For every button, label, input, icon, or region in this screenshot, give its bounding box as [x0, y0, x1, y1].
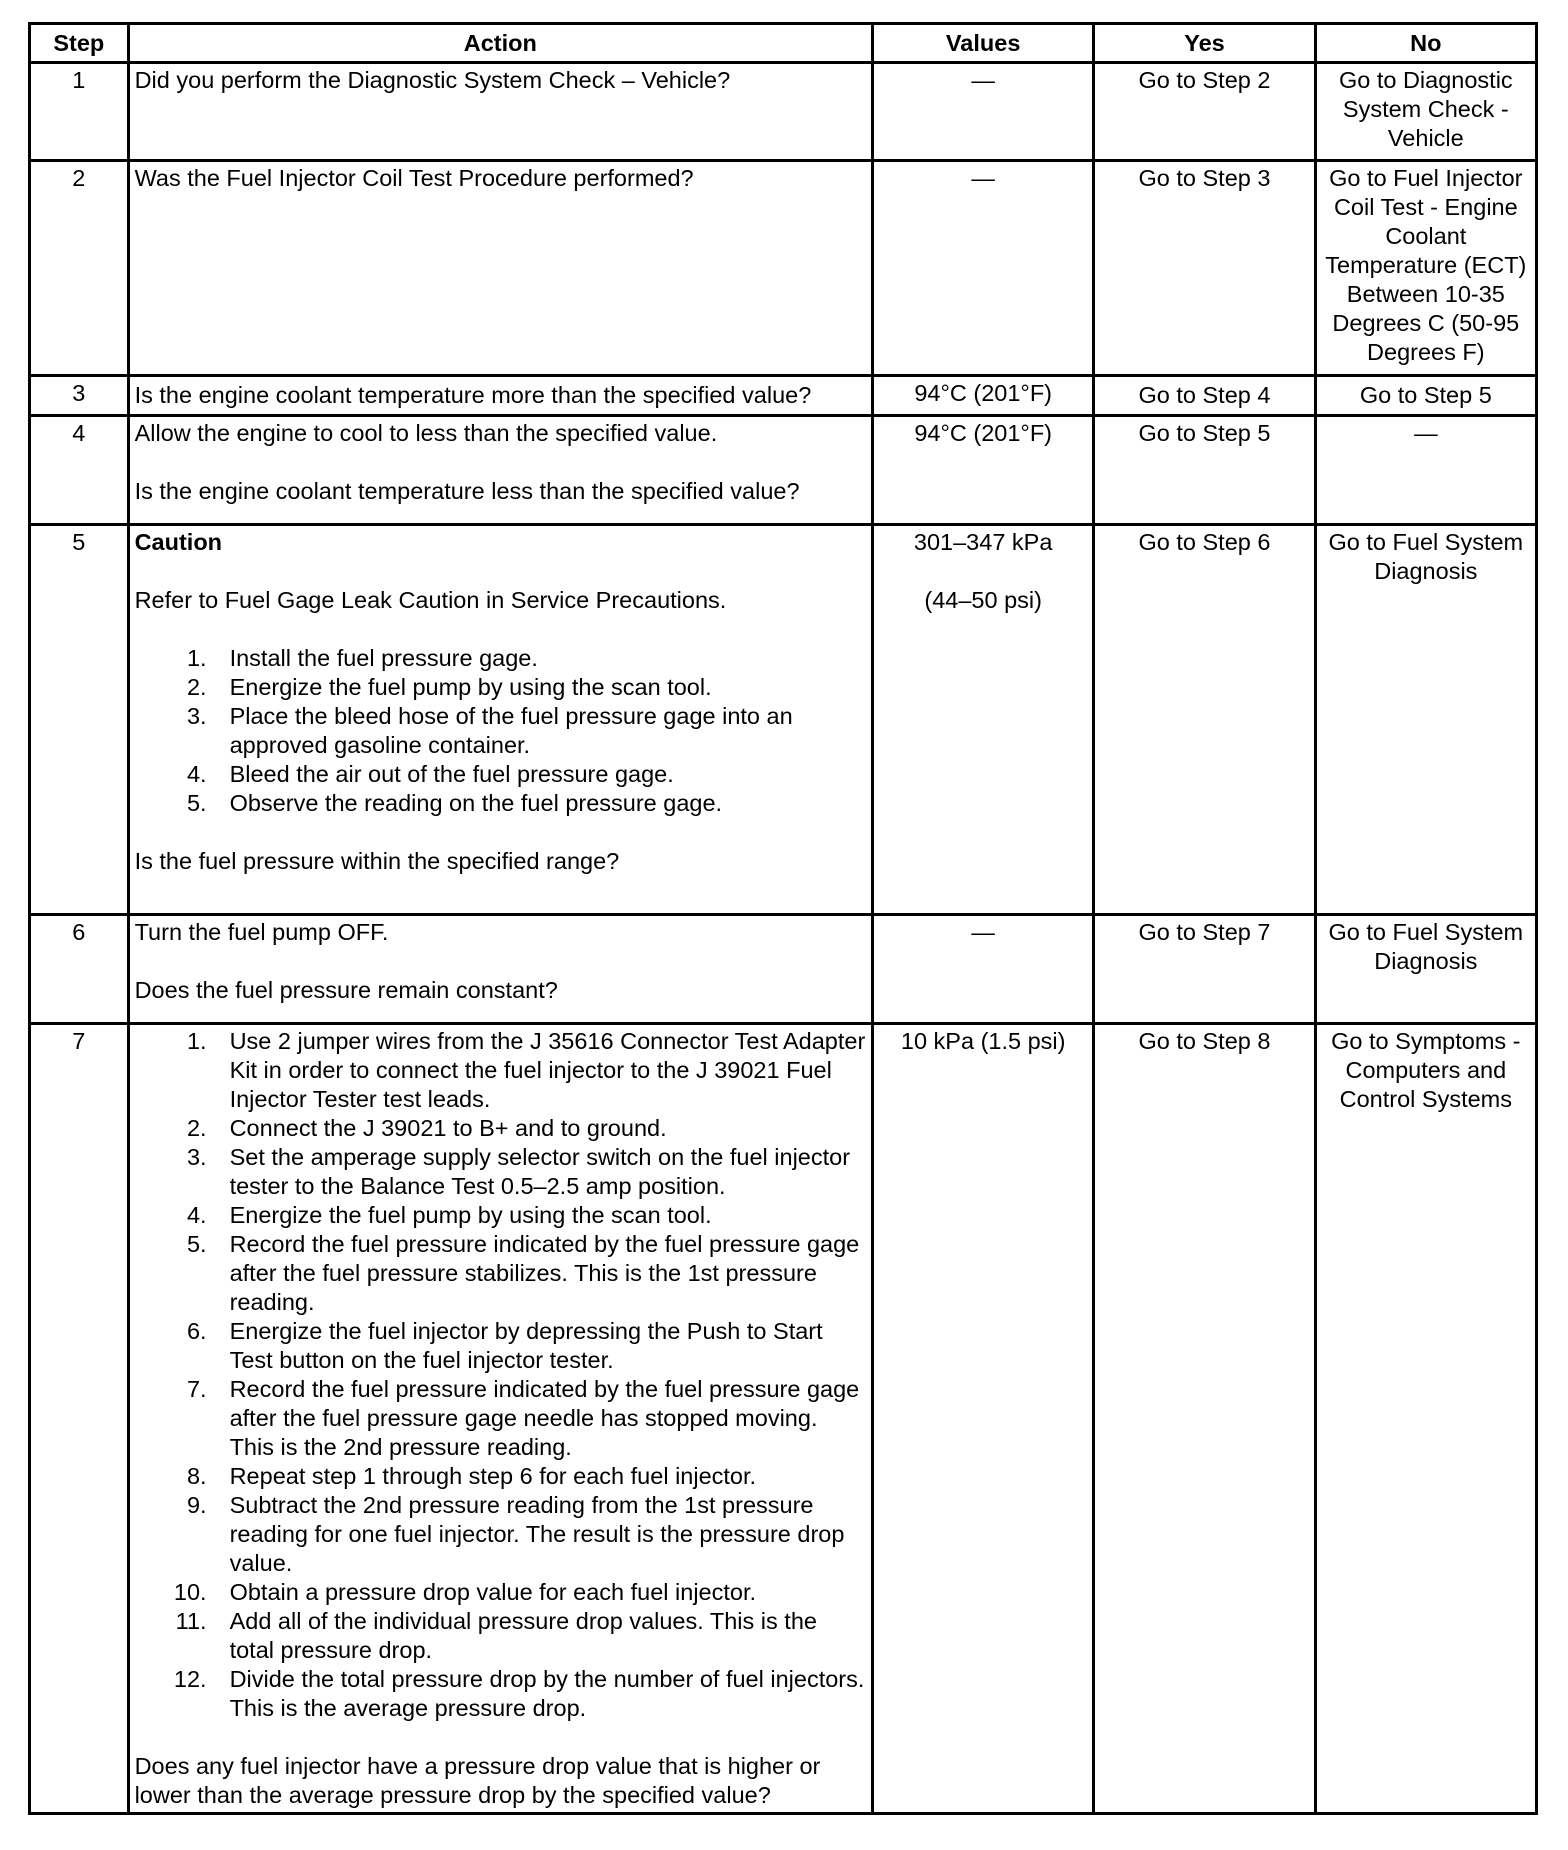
list-item: 3. Set the amperage supply selector switch on the fuel injector tester to the Balance Test 0.5–2.5 amp position.	[186, 1144, 851, 1199]
step-number: 7	[30, 1024, 129, 1814]
no-cell: Go to Symptoms - Computers and Control Systems	[1315, 1024, 1536, 1814]
no-cell: Go to Step 5	[1315, 376, 1536, 416]
value-line: 301–347 kPa	[913, 529, 1053, 555]
action-text: Was the Fuel Injector Coil Test Procedure performed?	[128, 161, 872, 376]
action-question: Does the fuel pressure remain constant?	[134, 977, 558, 1003]
list-item: 1. Install the fuel pressure gage.	[186, 645, 538, 671]
value-cell: 94°C (201°F)	[873, 416, 1094, 525]
list-item: 7. Record the fuel pressure indicated by the fuel pressure gage after the fuel pressure gage needle has stopped moving. This is the 2nd pressure reading.	[186, 1376, 860, 1460]
action-cell	[128, 525, 872, 915]
diagnostic-table	[28, 22, 1538, 1815]
step-number: 6	[30, 915, 129, 1024]
list-item: 11. Add all of the individual pressure drop values. This is the total pressure drop.	[175, 1608, 817, 1663]
procedure-list	[135, 1027, 866, 1723]
no-cell: Go to Fuel System Diagnosis	[1315, 915, 1536, 1024]
list-item: 4. Bleed the air out of the fuel pressure gage.	[186, 761, 674, 787]
yes-cell: Go to Step 3	[1094, 161, 1315, 376]
table-row	[30, 63, 1537, 161]
header-step: Step	[30, 24, 129, 63]
list-item: 10. Obtain a pressure drop value for each fuel injector.	[173, 1579, 757, 1605]
table-row	[30, 161, 1537, 376]
list-item: 2. Energize the fuel pump by using the scan tool.	[186, 674, 712, 700]
yes-cell: Go to Step 8	[1094, 1024, 1315, 1814]
action-text: Is the engine coolant temperature more than the specified value?	[128, 376, 872, 416]
step-number: 1	[30, 63, 129, 161]
list-item: 4. Energize the fuel pump by using the scan tool.	[186, 1202, 712, 1228]
table-row	[30, 525, 1537, 915]
action-text: Turn the fuel pump OFF.	[134, 919, 389, 945]
yes-cell: Go to Step 5	[1094, 416, 1315, 525]
value-cell: 94°C (201°F)	[873, 376, 1094, 416]
header-action: Action	[128, 24, 872, 63]
list-item: 2. Connect the J 39021 to B+ and to ground.	[186, 1115, 667, 1141]
yes-cell: Go to Step 4	[1094, 376, 1315, 416]
value-cell: —	[873, 161, 1094, 376]
procedure-list	[135, 644, 866, 818]
yes-cell: Go to Step 7	[1094, 915, 1315, 1024]
action-text: Allow the engine to cool to less than the specified value.	[134, 420, 718, 446]
header-no: No	[1315, 24, 1536, 63]
no-cell: —	[1315, 416, 1536, 525]
list-item: 5. Observe the reading on the fuel pressure gage.	[186, 790, 723, 816]
list-item: 12. Divide the total pressure drop by the number of fuel injectors. This is the average pressure drop.	[173, 1666, 865, 1721]
action-question: Does any fuel injector have a pressure drop value that is higher or lower than the average pressure drop by the specified value?	[134, 1753, 821, 1808]
table-row	[30, 1024, 1537, 1814]
action-question: Is the engine coolant temperature less than the specified value?	[134, 478, 800, 504]
step-number: 3	[30, 376, 129, 416]
list-item: 1. Use 2 jumper wires from the J 35616 Connector Test Adapter Kit in order to connect the fuel injector to the J 39021 Fuel Injector Tester test leads.	[186, 1028, 866, 1112]
step-number: 5	[30, 525, 129, 915]
header-row	[30, 24, 1537, 63]
list-item: 3. Place the bleed hose of the fuel pressure gage into an approved gasoline container.	[186, 703, 793, 758]
list-item: 8. Repeat step 1 through step 6 for each fuel injector.	[186, 1463, 757, 1489]
yes-cell: Go to Step 6	[1094, 525, 1315, 915]
list-item: 6. Energize the fuel injector by depressing the Push to Start Test button on the fuel injector tester.	[186, 1318, 823, 1373]
action-text: Did you perform the Diagnostic System Check – Vehicle?	[128, 63, 872, 161]
value-cell	[873, 525, 1094, 915]
table-row	[30, 915, 1537, 1024]
yes-cell: Go to Step 2	[1094, 63, 1315, 161]
header-yes: Yes	[1094, 24, 1315, 63]
action-cell	[128, 1024, 872, 1814]
list-item: 5. Record the fuel pressure indicated by the fuel pressure gage after the fuel pressure stabilizes. This is the 1st pressure reading.	[186, 1231, 860, 1315]
table-row	[30, 416, 1537, 525]
list-item: 9. Subtract the 2nd pressure reading from the 1st pressure reading for one fuel injector. The result is the pressure drop value.	[186, 1492, 845, 1576]
no-cell: Go to Fuel Injector Coil Test - Engine Coolant Temperature (ECT) Between 10-35 Degrees C (50-95 Degrees F)	[1315, 161, 1536, 376]
caution-title: Caution	[134, 529, 223, 555]
header-values: Values	[873, 24, 1094, 63]
value-cell: 10 kPa (1.5 psi)	[873, 1024, 1094, 1814]
caution-text: Refer to Fuel Gage Leak Caution in Service Precautions.	[134, 587, 727, 613]
value-cell: —	[873, 63, 1094, 161]
table-row	[30, 376, 1537, 416]
step-number: 2	[30, 161, 129, 376]
value-line: (44–50 psi)	[924, 587, 1042, 613]
step-number: 4	[30, 416, 129, 525]
action-cell	[128, 416, 872, 525]
value-cell: —	[873, 915, 1094, 1024]
no-cell: Go to Diagnostic System Check - Vehicle	[1315, 63, 1536, 161]
action-question: Is the fuel pressure within the specified range?	[134, 848, 620, 874]
no-cell: Go to Fuel System Diagnosis	[1315, 525, 1536, 915]
action-cell	[128, 915, 872, 1024]
